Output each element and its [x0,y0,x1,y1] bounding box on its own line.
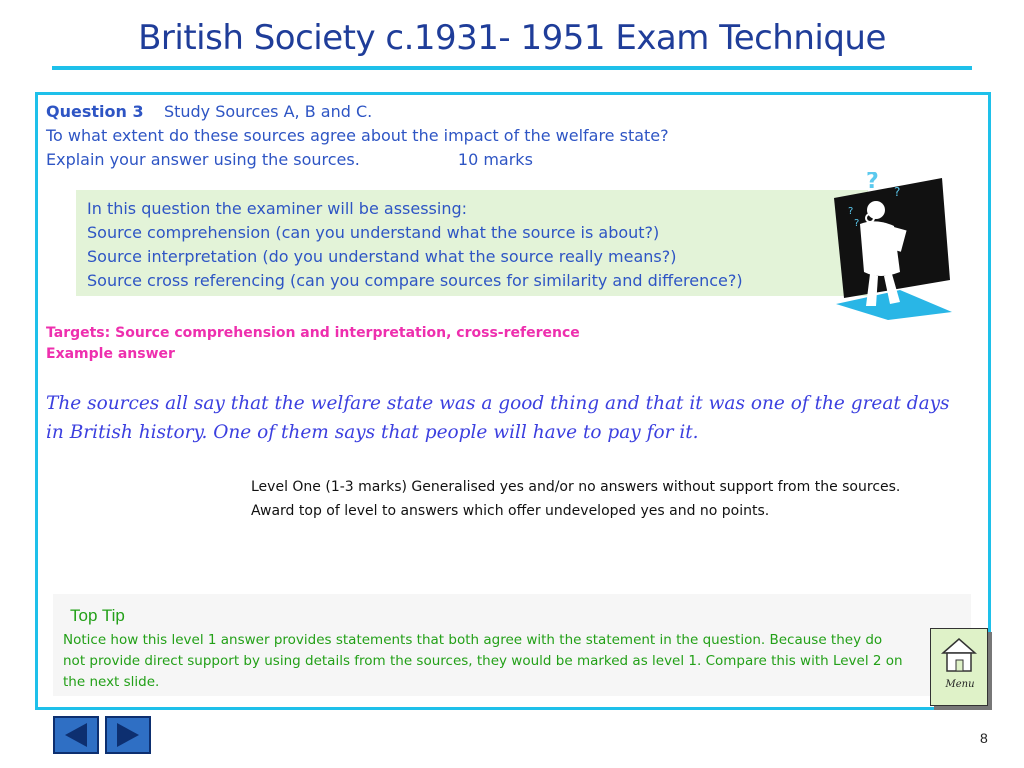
targets-block [46,323,580,365]
assessment-item: Source interpretation (do you understand what the source really means?) [87,247,677,266]
example-label: Example answer [46,346,175,362]
menu-card[interactable] [930,628,988,706]
top-tip-title: Top Tip [70,606,125,625]
top-tip-text: Notice how this level 1 answer provides statements that both agree with the statement in the question. Because they do not provide direct support by using details from the sources, they would be marked as level 1. Compare this with Level 2 on the next slide. [63,632,903,690]
page-title: British Society c.1931- 1951 Exam Technique [138,18,886,58]
next-slide-button[interactable] [105,716,151,754]
assessment-item: Source comprehension (can you understand what the source is about?) [87,223,660,242]
example-answer: The sources all say that the welfare state was a good thing and that it was one of the great days in British history. One of them says that people will have to pay for it. [46,393,950,443]
arrow-right-icon [107,718,149,752]
question-line-2: To what extent do these sources agree about the impact of the welfare state? [46,126,669,145]
svg-text:?: ? [866,172,879,194]
assessment-text [87,197,743,293]
assessment-item: Source cross referencing (can you compare sources for similarity and difference?) [87,271,743,290]
level-descriptor [251,475,900,523]
assessment-heading: In this question the examiner will be assessing: [87,199,468,218]
page-number: 8 [980,730,988,746]
level-line-1: Level One (1-3 marks) Generalised yes and/or no answers without support from the sources. [251,479,901,495]
arrow-left-icon [55,718,97,752]
title-divider [52,66,972,70]
question-block [46,100,669,172]
question-line-1 [46,100,669,124]
menu-label: Menu [945,679,975,690]
svg-text:?: ? [854,218,860,229]
question-marks: 10 marks [457,150,533,169]
svg-text:?: ? [894,185,901,199]
targets-text: Targets: Source comprehension and interpretation, cross-reference [46,325,580,341]
scientist-clipart [830,172,954,320]
question-line-3 [46,148,669,172]
previous-slide-button[interactable] [53,716,99,754]
menu-button[interactable] [930,628,988,706]
svg-text:?: ? [848,206,854,217]
home-icon [931,629,987,679]
level-line-2: Award top of level to answers which offer undeveloped yes and no points. [251,503,770,519]
question-instruction: Study Sources A, B and C. [163,102,373,121]
question-explain: Explain your answer using the sources. [46,150,360,169]
question-label: Question 3 [46,102,144,121]
